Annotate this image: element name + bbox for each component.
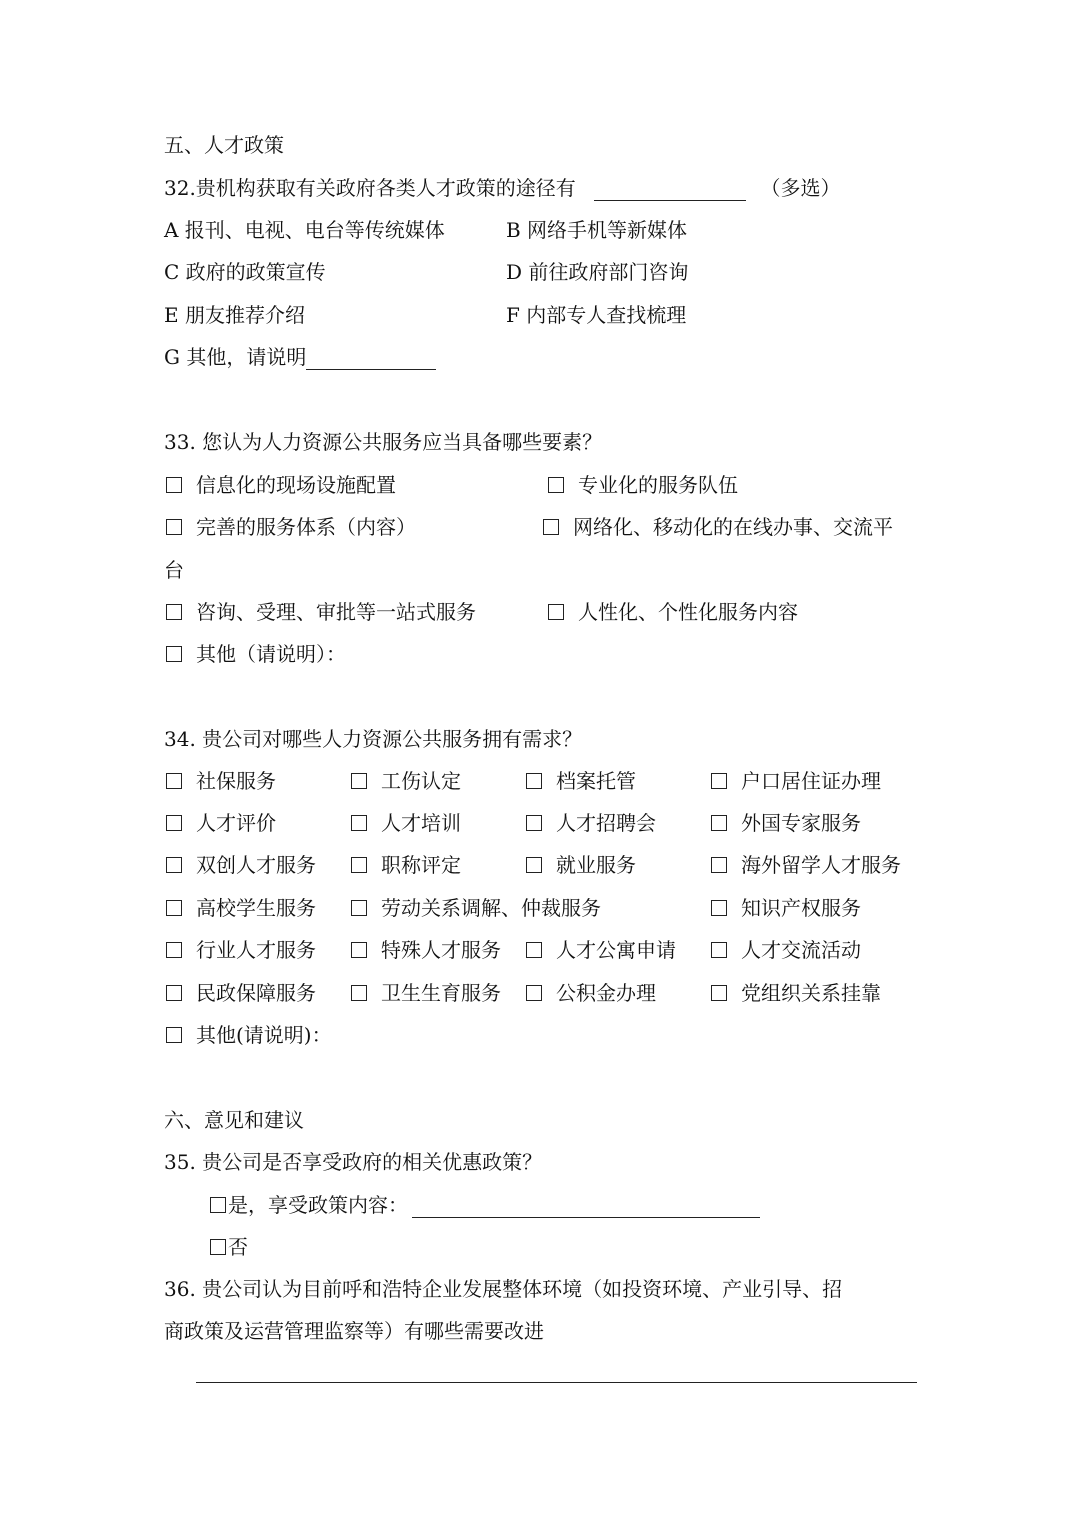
section-5-title: 五、人才政策 xyxy=(164,133,284,157)
checkbox[interactable] xyxy=(526,942,542,958)
q32-option-c[interactable]: C 政府的政策宣传 xyxy=(164,260,326,284)
q34-option[interactable]: 人才招聘会 xyxy=(526,810,656,836)
checkbox[interactable] xyxy=(166,1027,182,1043)
q33-option[interactable]: 网络化、移动化的在线办事、交流平 xyxy=(543,514,893,540)
q34-option[interactable]: 民政保障服务 xyxy=(166,980,316,1006)
q34-option[interactable]: 知识产权服务 xyxy=(711,895,861,921)
q33-option[interactable]: 人性化、个性化服务内容 xyxy=(548,599,798,625)
q33-option[interactable]: 完善的服务体系（内容） xyxy=(166,514,416,540)
checkbox[interactable] xyxy=(548,604,564,620)
q34-option[interactable]: 人才评价 xyxy=(166,810,276,836)
section-6-title: 六、意见和建议 xyxy=(164,1108,304,1132)
q35-option-yes[interactable]: 是，享受政策内容： xyxy=(210,1192,760,1218)
checkbox[interactable] xyxy=(166,857,182,873)
question-32 xyxy=(164,175,841,201)
checkbox[interactable] xyxy=(166,773,182,789)
checkbox[interactable] xyxy=(711,773,727,789)
q34-option[interactable]: 公积金办理 xyxy=(526,980,656,1006)
question-32-suffix: （多选） xyxy=(760,176,841,200)
q34-option[interactable]: 行业人才服务 xyxy=(166,937,316,963)
q34-option[interactable]: 工伤认定 xyxy=(351,768,461,794)
q32-option-a[interactable]: A 报刊、电视、电台等传统媒体 xyxy=(164,218,445,242)
q34-option[interactable]: 档案托管 xyxy=(526,768,636,794)
checkbox[interactable] xyxy=(711,857,727,873)
question-36-line-2: 商政策及运营管理监察等）有哪些需要改进 xyxy=(164,1319,544,1343)
checkbox[interactable] xyxy=(210,1197,226,1213)
checkbox[interactable] xyxy=(351,900,367,916)
checkbox[interactable] xyxy=(711,985,727,1001)
q33-option[interactable]: 专业化的服务队伍 xyxy=(548,472,738,498)
checkbox[interactable] xyxy=(351,942,367,958)
q32-option-e[interactable]: E 朋友推荐介绍 xyxy=(164,303,305,327)
q34-option[interactable]: 人才交流活动 xyxy=(711,937,861,963)
q34-option-other[interactable]: 其他(请说明)： xyxy=(166,1022,332,1048)
checkbox[interactable] xyxy=(711,900,727,916)
checkbox[interactable] xyxy=(526,773,542,789)
q32-option-f[interactable]: F 内部专人查找梳理 xyxy=(506,303,687,327)
checkbox[interactable] xyxy=(166,815,182,831)
q34-option[interactable]: 就业服务 xyxy=(526,852,636,878)
question-33: 33. 您认为人力资源公共服务应当具备哪些要素？ xyxy=(164,430,603,454)
checkbox[interactable] xyxy=(166,519,182,535)
question-32-blank[interactable] xyxy=(594,180,746,201)
q33-option[interactable]: 信息化的现场设施配置 xyxy=(166,472,396,498)
checkbox[interactable] xyxy=(166,942,182,958)
q32-option-d[interactable]: D 前往政府部门咨询 xyxy=(506,260,689,284)
checkbox[interactable] xyxy=(526,857,542,873)
checkbox[interactable] xyxy=(543,519,559,535)
checkbox[interactable] xyxy=(351,857,367,873)
checkbox[interactable] xyxy=(351,773,367,789)
q34-option[interactable]: 户口居住证办理 xyxy=(711,768,881,794)
q32-option-g-label: G 其他，请说明 xyxy=(164,345,307,369)
q34-option[interactable]: 职称评定 xyxy=(351,852,461,878)
q34-option[interactable]: 外国专家服务 xyxy=(711,810,861,836)
question-34: 34. 贵公司对哪些人力资源公共服务拥有需求？ xyxy=(164,727,583,751)
q34-option[interactable]: 人才公寓申请 xyxy=(526,937,676,963)
q32-option-g[interactable] xyxy=(164,344,436,370)
checkbox[interactable] xyxy=(711,942,727,958)
q34-option[interactable]: 社保服务 xyxy=(166,768,276,794)
question-36-line-1: 36. 贵公司认为目前呼和浩特企业发展整体环境（如投资环境、产业引导、招 xyxy=(164,1277,843,1301)
checkbox[interactable] xyxy=(166,646,182,662)
q33-option[interactable]: 咨询、受理、审批等一站式服务 xyxy=(166,599,476,625)
q34-option[interactable]: 党组织关系挂靠 xyxy=(711,980,881,1006)
q33-option-wrap: 台 xyxy=(164,558,184,582)
q34-option[interactable]: 卫生生育服务 xyxy=(351,980,501,1006)
q33-option-other[interactable]: 其他（请说明）： xyxy=(166,641,346,667)
q34-option[interactable]: 劳动关系调解、仲裁服务 xyxy=(351,895,601,921)
checkbox[interactable] xyxy=(351,985,367,1001)
q32-option-g-blank[interactable] xyxy=(306,349,436,370)
checkbox[interactable] xyxy=(526,985,542,1001)
checkbox[interactable] xyxy=(351,815,367,831)
q34-option[interactable]: 双创人才服务 xyxy=(166,852,316,878)
q35-policy-blank[interactable] xyxy=(412,1197,760,1218)
q34-option[interactable]: 人才培训 xyxy=(351,810,461,836)
checkbox[interactable] xyxy=(210,1239,226,1255)
q34-option[interactable]: 高校学生服务 xyxy=(166,895,316,921)
checkbox[interactable] xyxy=(526,815,542,831)
question-35: 35. 贵公司是否享受政府的相关优惠政策？ xyxy=(164,1150,543,1174)
checkbox[interactable] xyxy=(166,604,182,620)
checkbox[interactable] xyxy=(166,900,182,916)
q34-option[interactable]: 特殊人才服务 xyxy=(351,937,501,963)
q34-option[interactable]: 海外留学人才服务 xyxy=(711,852,901,878)
checkbox[interactable] xyxy=(548,477,564,493)
q32-option-b[interactable]: B 网络手机等新媒体 xyxy=(506,218,688,242)
q35-option-no[interactable]: 否 xyxy=(210,1234,248,1260)
question-32-text: 32.贵机构获取有关政府各类人才政策的途径有 xyxy=(164,176,576,200)
checkbox[interactable] xyxy=(166,985,182,1001)
checkbox[interactable] xyxy=(711,815,727,831)
answer-line[interactable] xyxy=(196,1382,917,1383)
checkbox[interactable] xyxy=(166,477,182,493)
